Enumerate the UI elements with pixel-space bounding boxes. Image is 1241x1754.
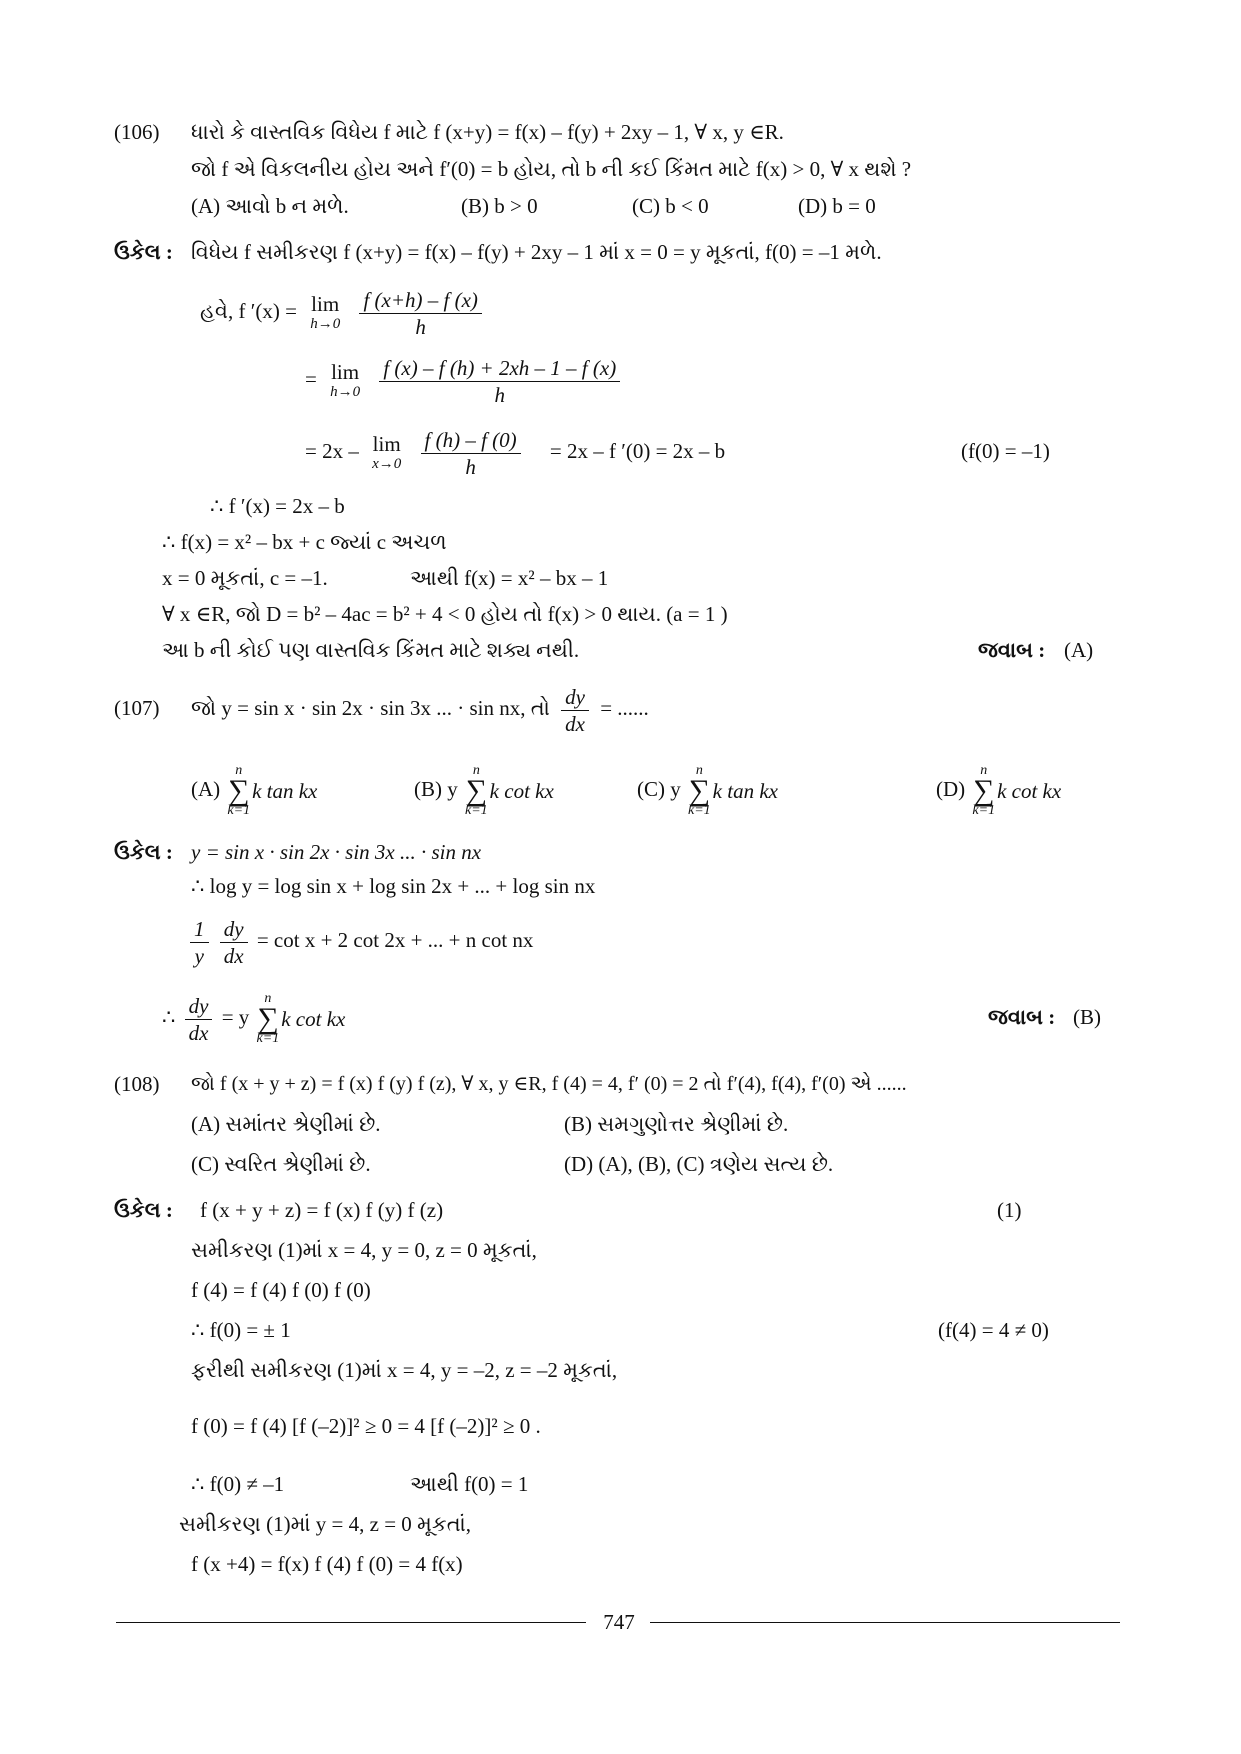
q108-stem: જો f (x + y + z) = f (x) f (y) f (z), ∀ x, y ∈R, f (4) = 4, f′ (0) = 2 તો f′(4), f(4), f′(0) એ ......	[191, 1073, 907, 1095]
q107-option-c: (C) y n ∑ k=1 k tan kx	[637, 763, 778, 819]
q107-solution-line1: y = sin x · sin 2x · sin 3x ... · sin nx	[191, 840, 482, 864]
q107-solution-line2: ∴ log y = log sin x + log sin 2x + ... + log sin nx	[191, 874, 596, 898]
q107-stem: જો y = sin x · sin 2x · sin 3x ... · sin nx, તો $\frac{dy}{dx}$ = ......	[191, 684, 649, 736]
q108-solution-line5: ફરીથી સમીકરણ (1)માં x = 4, y = –2, z = –2 મૂકતાં,	[191, 1358, 618, 1382]
q108-option-d: (D) (A), (B), (C) ત્રણેય સત્ય છે.	[564, 1152, 834, 1176]
page-number: 747	[603, 1610, 635, 1634]
q107-solution-sigma: n ∑ k=1	[256, 991, 280, 1047]
q107-solution-line3: $\frac{1}{y}$ $\frac{dy}{dx}$ = cot x + 2 cot 2x + ... + n cot nx	[188, 912, 533, 968]
footer-rule-left	[116, 1622, 586, 1623]
q108-solution-line7a: ∴ f(0) ≠ –1	[191, 1472, 285, 1496]
q106-option-b: (B) b > 0	[461, 194, 538, 218]
q106-stem: ધારો કે વાસ્તવિક વિધેય f માટે f (x+y) = f(x) – f(y) + 2xy – 1, ∀ x, y ∈R.	[191, 120, 784, 144]
q106-derivative-step2: = lim h→0 $\frac{f (x) - f (h) + 2xh - 1 - f (x)}{h}$	[305, 352, 626, 407]
q107-dydx-1: $\frac{dy}{dx}$	[220, 917, 248, 968]
q108-option-b: (B) સમગુણોત્તર શ્રેણીમાં છે.	[564, 1112, 789, 1136]
q106-derivative-step1	[200, 284, 488, 339]
q108-solution-line9: f (x +4) = f(x) f (4) f (0) = 4 f(x)	[191, 1552, 463, 1576]
q107-option-d-sigma: n ∑ k=1	[972, 763, 996, 819]
q107-option-b-sigma: n ∑ k=1	[465, 763, 488, 819]
q106-fraction-3: $\frac{f (h) - f (0)}{h}$	[421, 428, 521, 479]
q106-step1-lhs: હવે, f ′(x) =	[200, 299, 297, 323]
q108-line4-note: (f(4) = 4 ≠ 0)	[938, 1318, 1049, 1342]
q107-option-a: (A) n ∑ k=1 k tan kx	[191, 763, 318, 819]
q106-result-function: ∴ f(x) = x² – bx + c જ્યાં c અચળ	[162, 530, 447, 554]
q107-option-a-sigma: n ∑ k=1	[227, 763, 251, 819]
q108-solution-line7b: આથી f(0) = 1	[410, 1472, 529, 1496]
q107-stem-dydx: $\frac{dy}{dx}$	[561, 685, 589, 736]
q106-number: (106)	[114, 120, 160, 144]
q108-solution-line6: f (0) = f (4) [f (–2)]² ≥ 0 = 4 [f (–2)]² ≥ 0 .	[191, 1414, 541, 1438]
q106-option-c: (C) b < 0	[632, 194, 709, 218]
q106-answer-label: જવાબ :	[978, 638, 1046, 662]
q107-number: (107)	[114, 696, 160, 720]
q108-solution-line1: f (x + y + z) = f (x) f (y) f (z)	[200, 1198, 444, 1222]
q108-number: (108)	[114, 1072, 160, 1096]
q107-solution-line4: ∴ $\frac{dy}{dx}$ = y n ∑ k=1 k cot kx	[162, 991, 346, 1047]
q108-solution-line2: સમીકરણ (1)માં x = 4, y = 0, z = 0 મૂકતાં,	[191, 1238, 537, 1262]
q107-answer: (B)	[1073, 1005, 1101, 1029]
q106-function-final: આથી f(x) = x² – bx – 1	[410, 566, 609, 590]
q106-limit-h-2: lim h→0	[330, 360, 361, 401]
q106-derivative-step3: = 2x – lim x→0 $\frac{f (h) - f (0)}{h}$ = 2x – f ′(0) = 2x – b	[305, 427, 726, 479]
q106-discriminant-line: ∀ x ∈R, જો D = b² – 4ac = b² + 4 < 0 હોય તો f(x) > 0 થાય. (a = 1 )	[162, 602, 728, 626]
q106-result-derivative: ∴ f ′(x) = 2x – b	[210, 494, 345, 518]
q106-conclusion: આ b ની કોઈ પણ વાસ્તવિક કિંમત માટે શક્ય નથી.	[162, 638, 580, 662]
q106-stem-line2: જો f એ વિકલનીય હોય અને f′(0) = b હોય, તો b ની કઈ કિંમત માટે f(x) > 0, ∀ x થશે ?	[191, 157, 912, 181]
q106-constant-step: x = 0 મૂકતાં, c = –1.	[162, 566, 328, 590]
q106-fraction-1: $\frac{f (x+h) - f (x)}{h}$	[359, 288, 481, 339]
q108-solution-label: ઉકેલ :	[114, 1198, 173, 1222]
q107-option-c-sigma: n ∑ k=1	[688, 763, 711, 819]
q106-limit-h: lim h→0	[310, 292, 341, 333]
q108-equation-tag: (1)	[997, 1198, 1022, 1222]
q107-option-b: (B) y n ∑ k=1 k cot kx	[414, 763, 554, 819]
q106-fraction-2: $\frac{f (x) - f (h) + 2xh - 1 - f (x)}{h}$	[379, 356, 620, 407]
q106-limit-x: lim x→0	[372, 432, 402, 473]
q107-dydx-2: $\frac{dy}{dx}$	[185, 994, 213, 1045]
q108-solution-line3: f (4) = f (4) f (0) f (0)	[191, 1278, 371, 1302]
q106-option-a: (A) આવો b ન મળે.	[191, 194, 349, 218]
q106-answer: (A)	[1064, 638, 1094, 662]
q107-one-over-y: $\frac{1}{y}$	[190, 917, 209, 968]
q108-option-a: (A) સમાંતર શ્રેણીમાં છે.	[191, 1112, 381, 1136]
q106-solution-label: ઉકેલ :	[114, 240, 173, 264]
q106-step3-note: (f(0) = –1)	[961, 439, 1050, 463]
footer-rule-right	[650, 1622, 1120, 1623]
q106-solution-line1: વિધેય f સમીકરણ f (x+y) = f(x) – f(y) + 2xy – 1 માં x = 0 = y મૂકતાં, f(0) = –1 મળે.	[191, 240, 882, 264]
q108-solution-line8: સમીકરણ (1)માં y = 4, z = 0 મૂકતાં,	[179, 1512, 472, 1536]
q107-answer-label: જવાબ :	[988, 1005, 1056, 1029]
q107-option-d: (D) n ∑ k=1 k cot kx	[936, 763, 1062, 819]
q108-solution-line4: ∴ f(0) = ± 1	[191, 1318, 291, 1342]
q106-option-d: (D) b = 0	[798, 194, 876, 218]
q107-solution-label: ઉકેલ :	[114, 840, 173, 864]
q108-option-c: (C) સ્વરિત શ્રેણીમાં છે.	[191, 1152, 371, 1176]
